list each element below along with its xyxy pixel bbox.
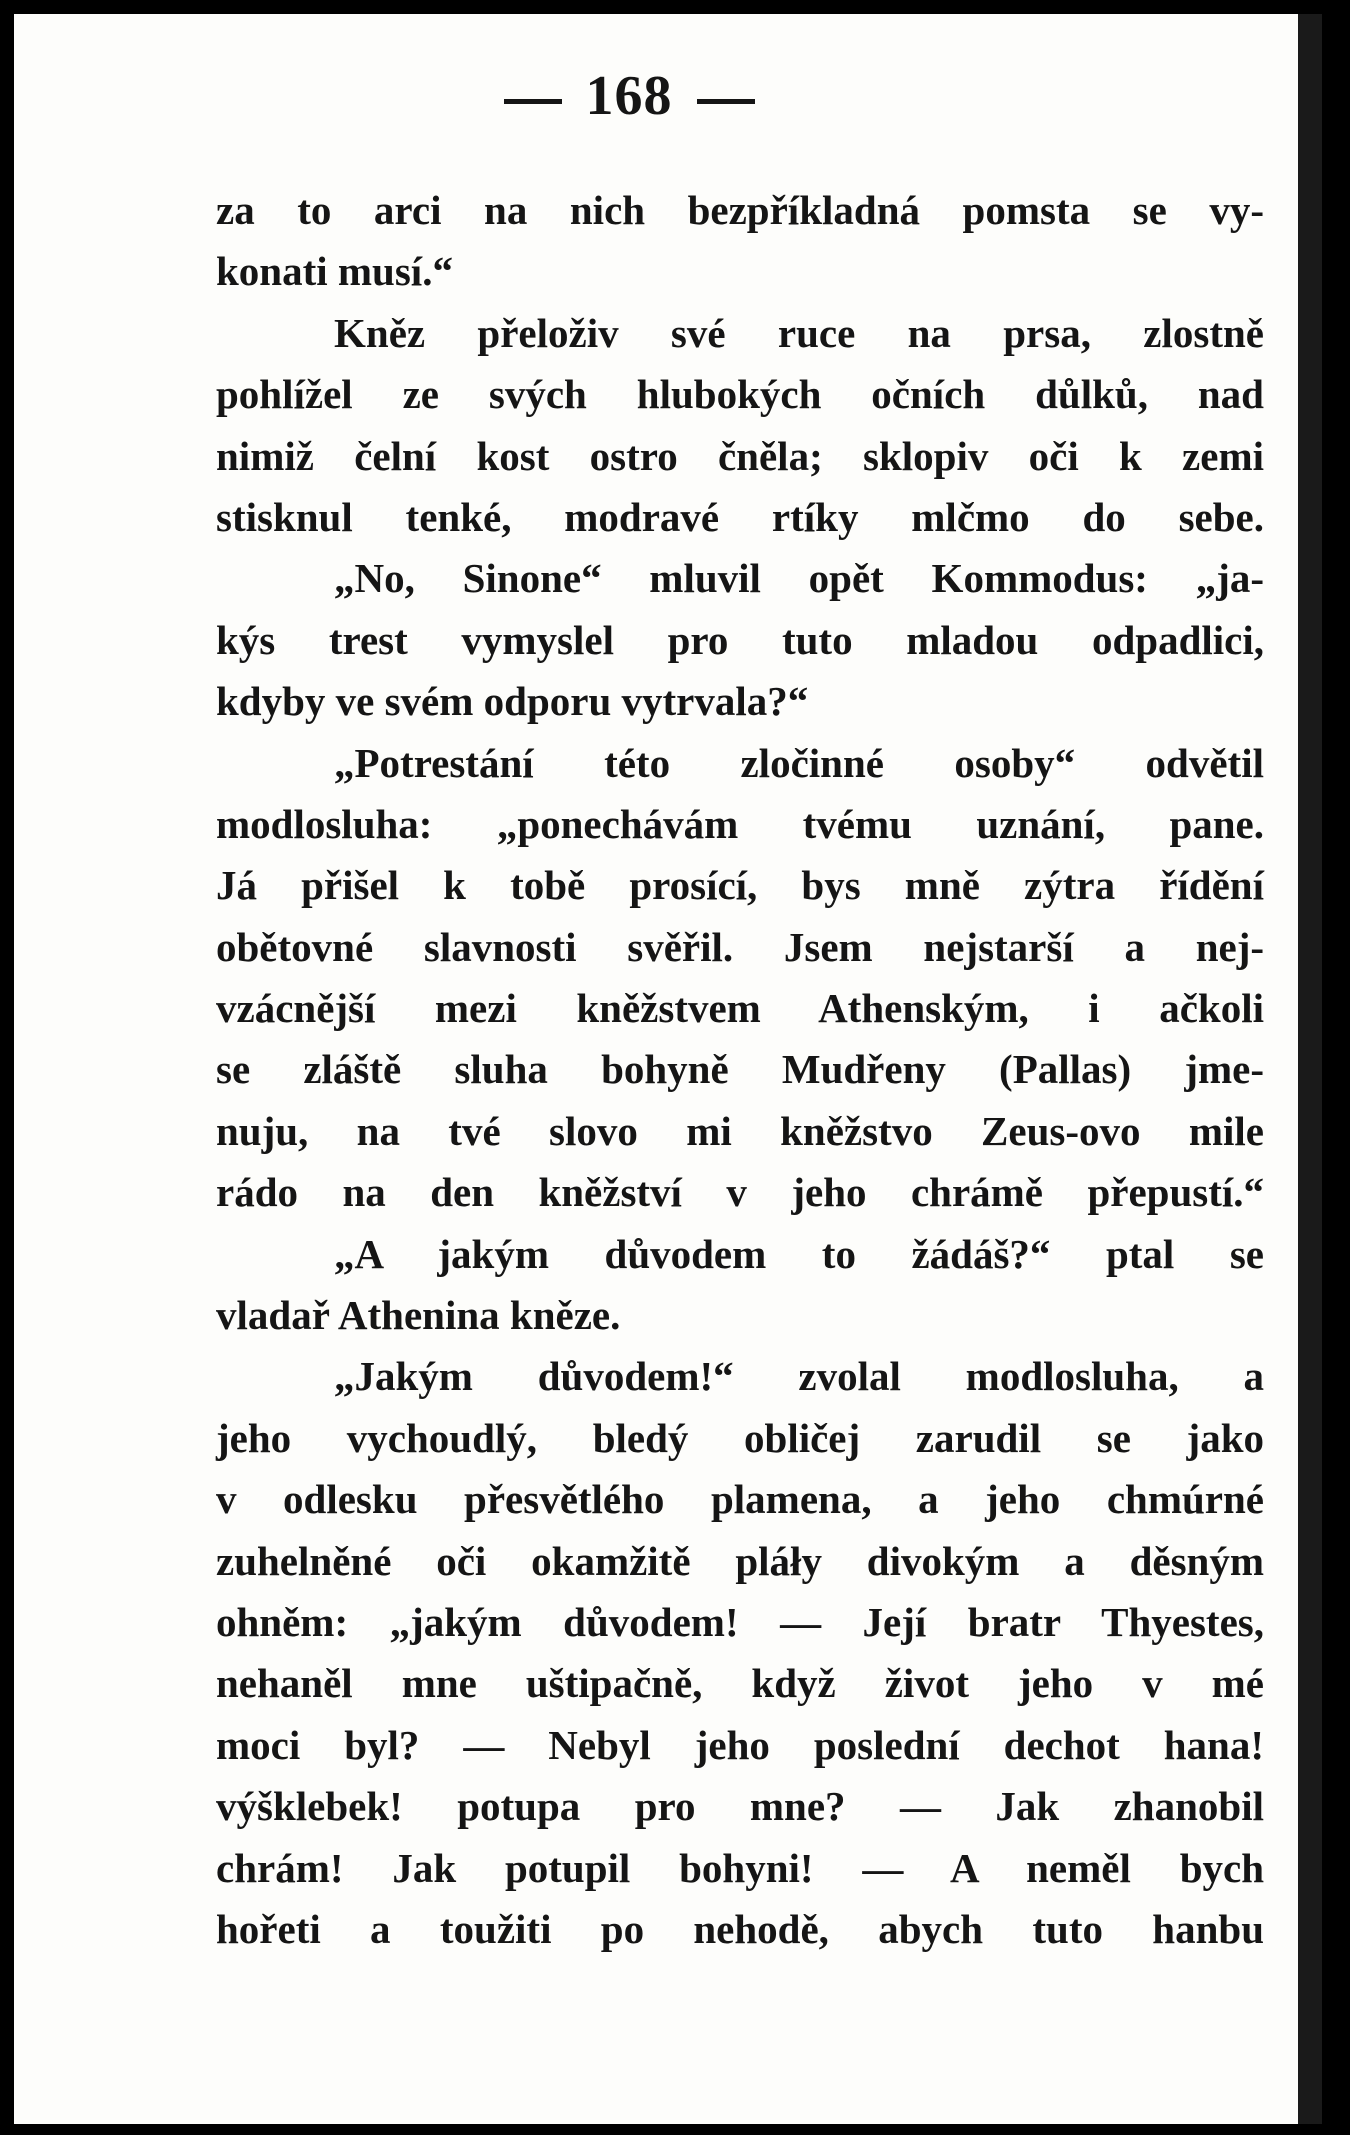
text-line: zuhelněné oči okamžitě pláły divokým a děsným: [216, 1537, 1264, 1584]
text-line: chrám! Jak potupil bohyni! — A neměl bych: [216, 1844, 1264, 1891]
text-line: konati musí.“: [216, 248, 453, 295]
text-line: ohněm: „jakým důvodem! — Její bratr Thyestes,: [216, 1598, 1264, 1645]
page-text: [216, 180, 1264, 1960]
page-number: 168: [585, 65, 673, 127]
text-line: Kněz přeloživ své ruce na prsa, zlostně: [334, 309, 1264, 356]
text-line: za to arci na nich bezpříkladná pomsta se vy-: [216, 187, 1264, 233]
header-dash-left: [504, 99, 562, 104]
text-line: výšklebek! potupa pro mne? — Jak zhanobil: [216, 1783, 1264, 1830]
text-line: stisknul tenké, modravé rtíky mlčmo do sebe.: [216, 493, 1264, 540]
text-line: „Jakým důvodem!“ zvolal modlosluha, a: [334, 1353, 1264, 1400]
text-line: moci byl? — Nebyl jeho poslední dechot hana!: [216, 1721, 1264, 1768]
text-line: jeho vychoudlý, bledý obličej zarudil se jako: [216, 1414, 1264, 1461]
text-line: v odlesku přesvětlého plamena, a jeho chmúrné: [216, 1476, 1264, 1523]
text-line: vladař Athenina kněze.: [216, 1292, 621, 1339]
page-edge-border: [1298, 14, 1322, 2124]
text-line: se zláště sluha bohyně Mudřeny (Pallas) jme-: [216, 1046, 1264, 1093]
text-line: Já přišel k tobě prosící, bys mně zýtra řídění: [216, 862, 1264, 909]
page-header: [14, 64, 1244, 128]
text-line: „No, Sinone“ mluvil opět Kommodus: „ja-: [334, 555, 1264, 602]
text-line: nehaněl mne uštipačně, když život jeho v mé: [216, 1660, 1264, 1707]
text-line: obětovné slavnosti svěřil. Jsem nejstarší a nej-: [216, 923, 1264, 970]
text-line: vzácnější mezi kněžstvem Athenským, i ačkoli: [216, 985, 1264, 1032]
text-line: modlosluha: „ponechávám tvému uznání, pane.: [216, 800, 1264, 847]
text-line: kýs trest vymyslel pro tuto mladou odpadlici,: [216, 616, 1264, 663]
text-line: „Potrestání této zločinné osoby“ odvětil: [334, 739, 1264, 786]
text-line: nuju, na tvé slovo mi kněžstvo Zeus-ovo mile: [216, 1107, 1264, 1154]
text-line: hořeti a toužiti po nehodě, abych tuto hanbu: [216, 1905, 1264, 1952]
header-dash-right: [697, 99, 755, 104]
text-line: pohlížel ze svých hlubokých očních důlků, nad: [216, 371, 1264, 418]
text-line: nimiž čelní kost ostro čněla; sklopiv oči k zemi: [216, 432, 1264, 479]
text-line: „A jakým důvodem to žádáš?“ ptal se: [334, 1230, 1264, 1277]
text-line: kdyby ve svém odporu vytrvala?“: [216, 678, 809, 725]
book-page: [14, 14, 1322, 2124]
text-line: rádo na den kněžství v jeho chrámě přepustí.“: [216, 1169, 1264, 1216]
